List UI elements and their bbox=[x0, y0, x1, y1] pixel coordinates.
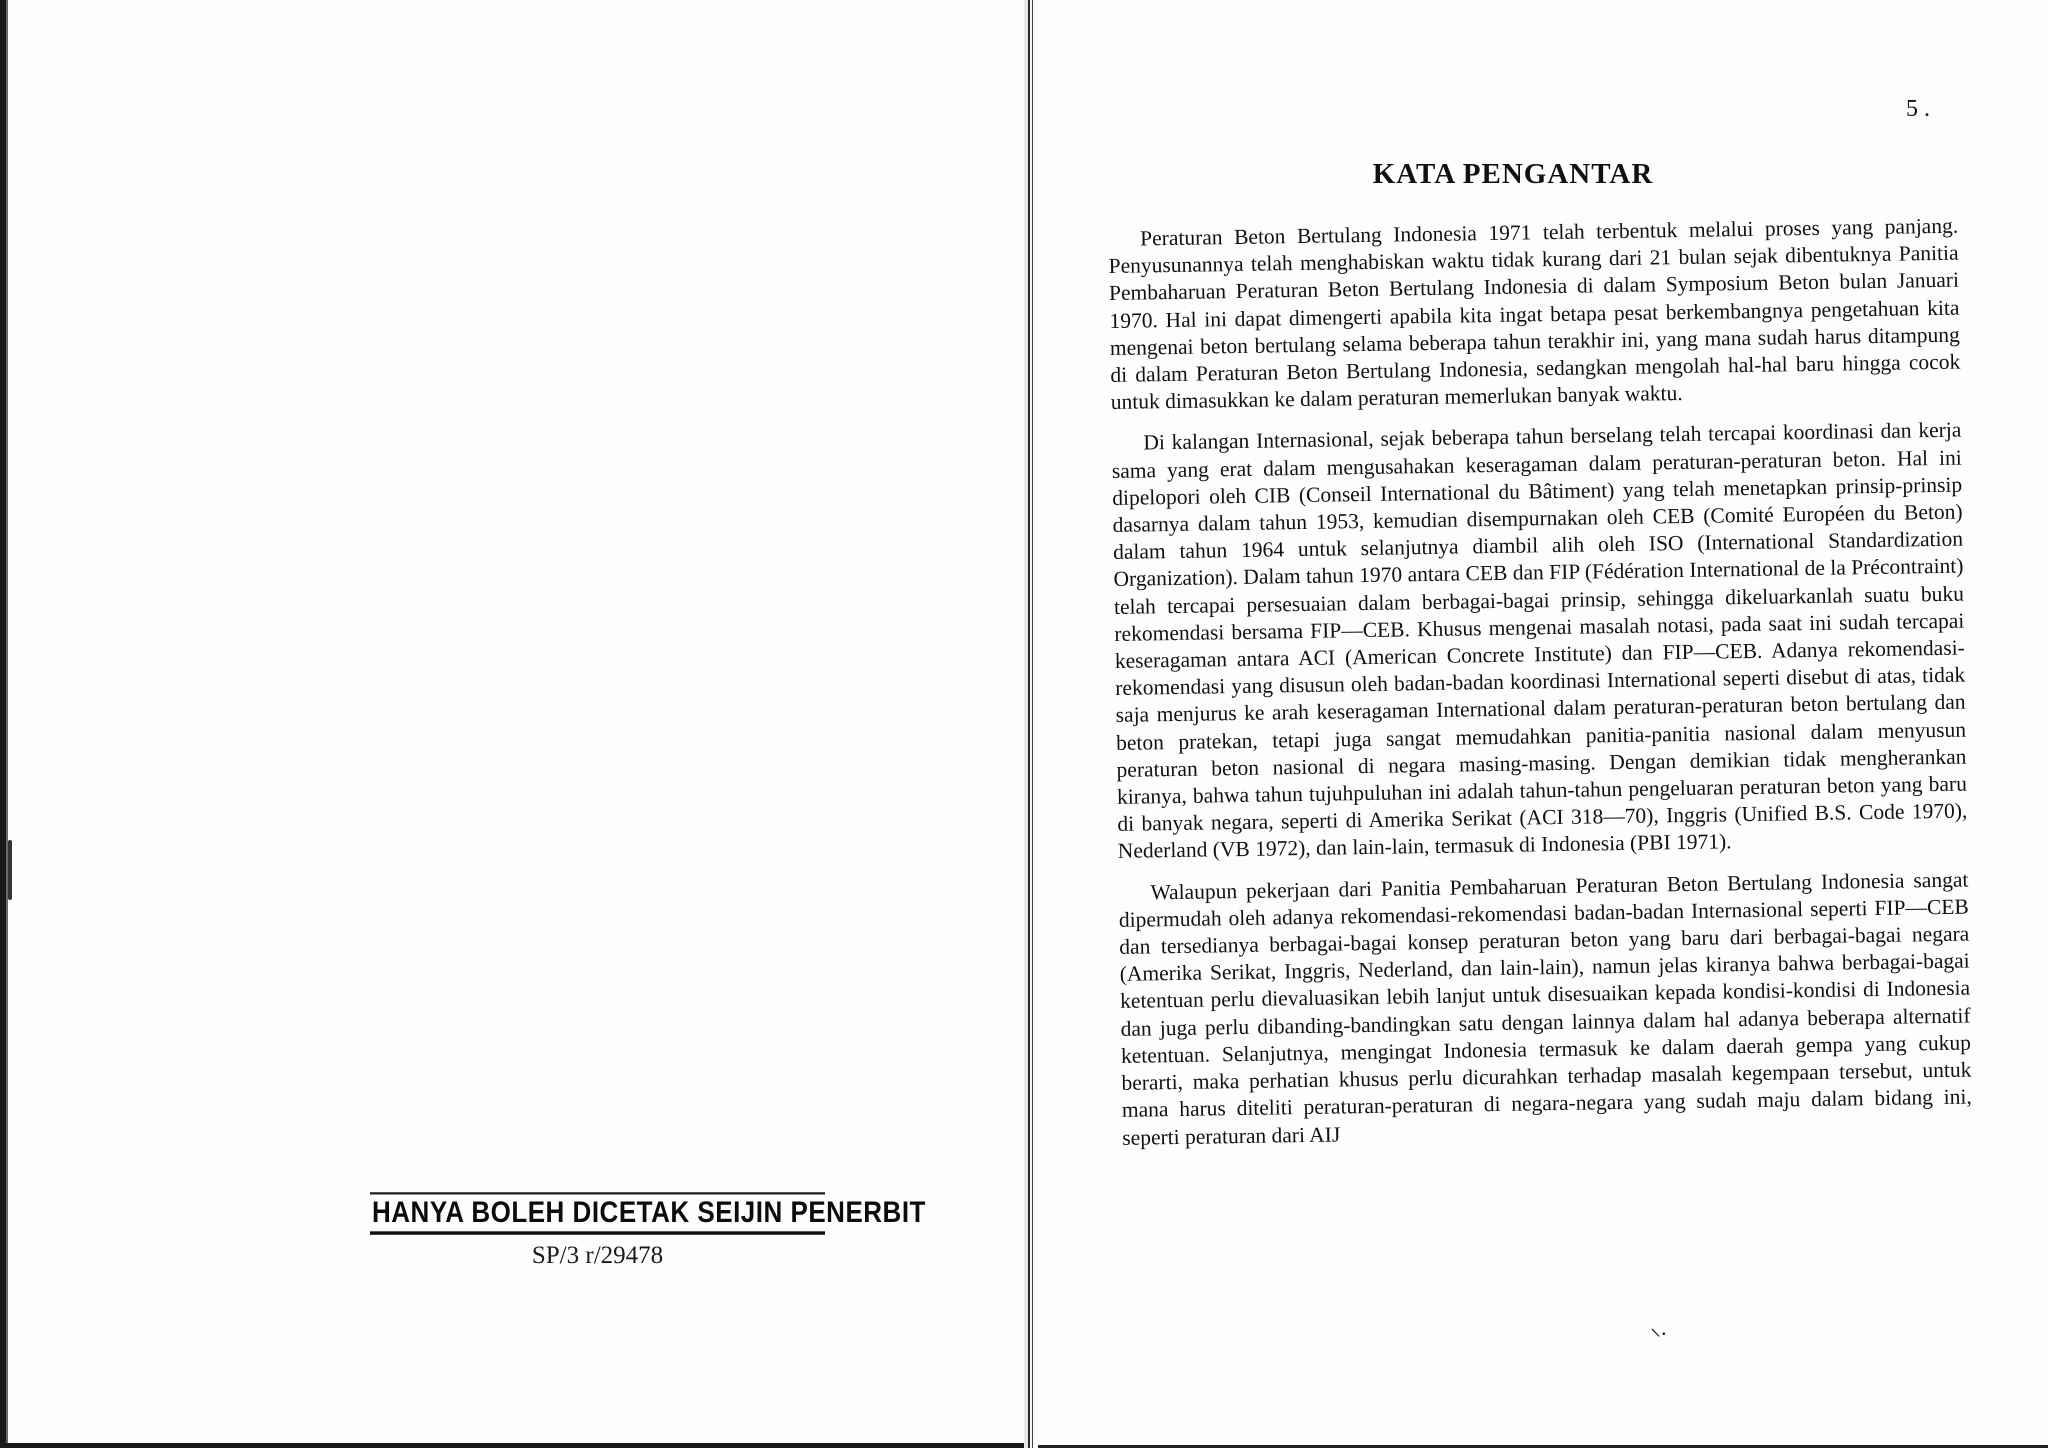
right-page bbox=[1038, 0, 2048, 1448]
paragraph: Walaupun pekerjaan dari Panitia Pembaharuan Peraturan Beton Bertulang Indonesia sangat dipermudah oleh adanya rekomendasi-rekomendasi badan-badan Internasional seperti FIP—CEB dan tersedianya berbagai-bagai konsep peraturan beton yang baru dari berbagai-bagai negara (Amerika Serikat, Inggris, Nederland, dan lain-lain), namun jelas kiranya bahwa berbagai-bagai ketentuan perlu dievaluasikan lebih lanjut untuk disesuaikan kepada kondisi-kondisi di Indonesia dan juga perlu dibanding-bandingkan satu dengan lainnya dalam hal adanya beberapa alternatif ketentuan. Selanjutnya, mengingat Indonesia termasuk ke dalam daerah gempa yang cukup berarti, maka perhatian khusus perlu dicurahkan terhadap masalah kegempaan tersebut, untuk mana harus diteliti peraturan-peraturan di negara-negara yang sudah maju dalam bidang ini, seperti peraturan dari AIJ bbox=[1118, 867, 1972, 1150]
binding-mark bbox=[8, 840, 12, 900]
stamp-code: SP/3 r/29478 bbox=[531, 1242, 664, 1269]
page-edge-shadow bbox=[0, 0, 10, 1448]
book-gutter bbox=[1024, 0, 1038, 1448]
paragraph: Di kalangan Internasional, sejak beberapa tahun berselang telah tercapai koordinasi dan kerja sama yang erat dalam mengusahakan keseragaman dalam peraturan-peraturan beton. Hal ini dipelopori oleh CIB (Conseil International du Bâtiment) yang telah menetapkan prinsip-prinsip dasarnya dalam tahun 1953, kemudian disempurnakan oleh CEB (Comité Européen du Beton) dalam tahun 1964 untuk selanjutnya diambil alih oleh ISO (International Standardization Organization). Dalam tahun 1970 antara CEB dan FIP (Fédération International de la Précontraint) telah tercapai persesuaian dalam berbagai-bagai prinsip, sehingga dikeluarkanlah suatu buku rekomendasi bersama FIP—CEB. Khusus mengenai masalah notasi, pada saat ini sudah tercapai keseragaman antara ACI (American Concrete Institute) dan FIP—CEB. Adanya rekomendasi-rekomendasi yang disusun oleh badan-badan koordinasi International seperti disebut di atas, tidak saja menjurus ke arah keseragaman International dalam peraturan-peraturan beton bertulang dan beton pratekan, tetapi juga sangat memudahkan panitia-panitia nasional dalam menyusun peraturan beton nasional di negara masing-masing. Dengan demikian tidak mengherankan kiranya, bahwa tahun tujuhpuluhan ini adalah tahun-tahun pengeluaran peraturan beton yang baru di banyak negara, seperti di Amerika Serikat (ACI 318—70), Inggris (Unified B.S. Code 1970), Nederland (VB 1972), dan lain-lain, termasuk di Indonesia (PBI 1971). bbox=[1111, 418, 1968, 864]
page-edge-shadow-bottom bbox=[0, 1438, 1030, 1448]
page-title: KATA PENGANTAR bbox=[1372, 158, 1654, 190]
publisher-stamp bbox=[370, 1194, 926, 1270]
paragraph: Peraturan Beton Bertulang Indonesia 1971 telah terbentuk melalui proses yang panjang. Penyusunannya telah menghabiskan waktu tidak kurang dari 21 bulan sejak dibentuknya Panitia Pembaharuan Peraturan Beton Bertulang Indonesia di dalam Symposium Beton bulan Januari 1970. Hal ini dapat dimengerti apabila kita ingat betapa pesat berkembangnya pengetahuan kita mengenai beton bertulang selama beberapa tahun terakhir ini, yang mana sudah harus ditampung di dalam Peraturan Beton Bertulang Indonesia, sedangkan mengolah hal-hal baru hingga cocok untuk dimasukkan ke dalam peraturan memerlukan banyak waktu. bbox=[1108, 213, 1961, 415]
page-footer-mark: ⸜. bbox=[1650, 1315, 1667, 1340]
body-text bbox=[1108, 213, 1973, 1166]
page-edge-shadow-bottom bbox=[1038, 1440, 2048, 1448]
stamp-text: HANYA BOLEH DICETAK SEIJIN PENERBIT bbox=[370, 1192, 825, 1235]
page-number: 5 . bbox=[1906, 96, 1930, 122]
